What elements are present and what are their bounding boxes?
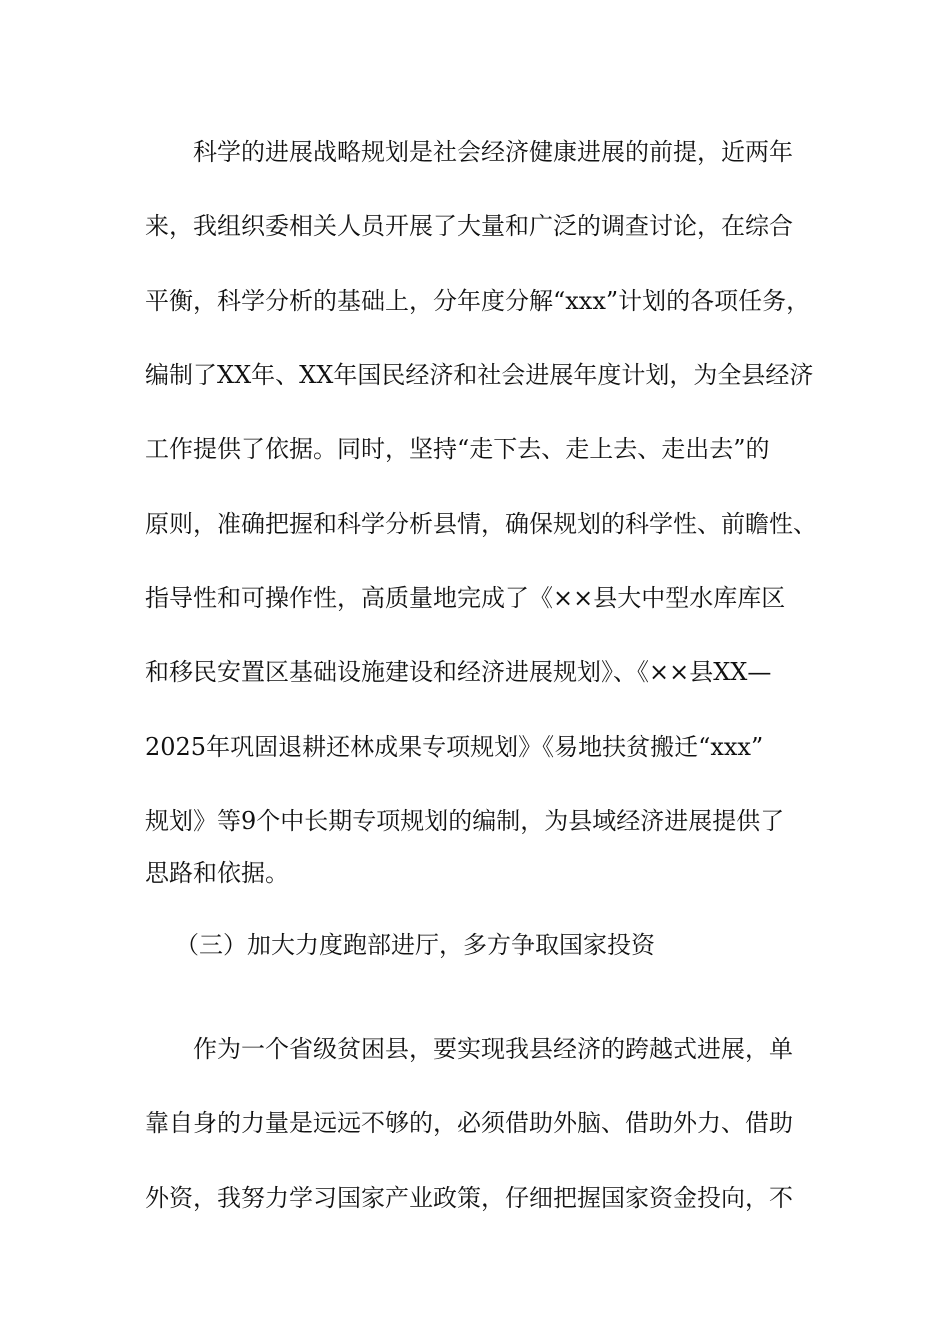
paragraph-line: 科学的进展战略规划是社会经济健康进展的前提，近两年 <box>193 138 793 166</box>
paragraph-line: 来，我组织委相关人员开展了大量和广泛的调查讨论，在综合 <box>145 212 793 240</box>
paragraph-line: 指导性和可操作性，高质量地完成了《××县大中型水库库区 <box>145 584 786 612</box>
paragraph-line: 作为一个省级贫困县，要实现我县经济的跨越式进展，单 <box>193 1035 793 1063</box>
paragraph-line: 平衡，科学分析的基础上，分年度分解“xxx”计划的各项任务， <box>145 287 811 315</box>
paragraph-line: 和移民安置区基础设施建设和经济进展规划》、《××县XX— <box>145 658 772 686</box>
paragraph-line: 思路和依据。 <box>145 859 289 887</box>
paragraph-line: 规划》等9个中长期专项规划的编制，为县域经济进展提供了 <box>145 807 785 835</box>
paragraph-line: 编制了XX年、XX年国民经济和社会进展年度计划，为全县经济 <box>145 361 814 389</box>
paragraph-line: 2025年巩固退耕还林成果专项规划》《易地扶贫搬迁“xxx” <box>145 733 764 761</box>
section-heading: （三）加大力度跑部进厅，多方争取国家投资 <box>175 931 655 959</box>
paragraph-line: 外资，我努力学习国家产业政策，仔细把握国家资金投向，不 <box>145 1184 793 1212</box>
paragraph-line: 原则，准确把握和科学分析县情，确保规划的科学性、前瞻性、 <box>145 510 817 538</box>
paragraph-line: 靠自身的力量是远远不够的，必须借助外脑、借助外力、借助 <box>145 1109 793 1137</box>
paragraph-line: 工作提供了依据。同时，坚持“走下去、走上去、走出去”的 <box>145 435 770 463</box>
